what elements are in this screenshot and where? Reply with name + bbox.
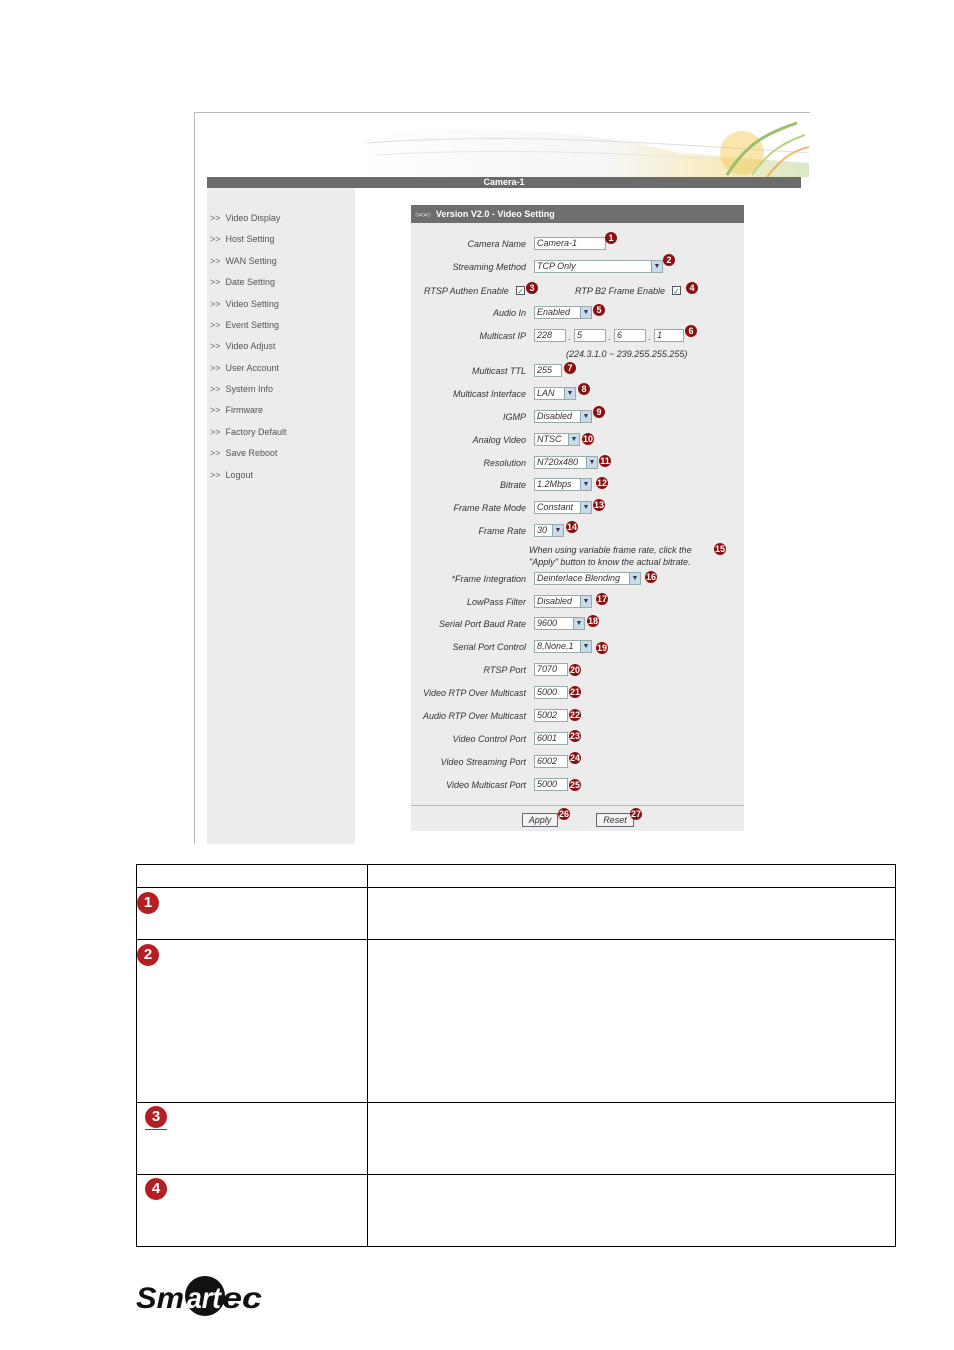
chevron-down-icon: ▼	[580, 502, 591, 513]
sidebar-item-host-setting[interactable]: >> Host Setting	[210, 234, 275, 244]
panel-title: Version V2.0 - Video Setting	[435, 209, 555, 219]
header-banner	[207, 113, 809, 177]
callout-badge: 25	[569, 780, 580, 790]
video-setting-panel	[411, 205, 744, 831]
chevron-down-icon: ▼	[568, 434, 579, 445]
chevron-down-icon: ▼	[651, 261, 662, 272]
camera-title-bar: Camera-1	[207, 177, 801, 188]
chevron-down-icon: ▼	[564, 388, 575, 399]
multicast-ttl-input[interactable]: 255	[534, 364, 562, 377]
video-control-port-input[interactable]: 6001	[534, 732, 568, 745]
smartec-logo	[136, 1274, 266, 1320]
callout-badge: 26	[558, 809, 569, 819]
chevron-down-icon: ▼	[580, 596, 591, 607]
callout-badge: 1	[605, 232, 617, 244]
serial-control-label: Serial Port Control	[452, 642, 526, 652]
frame-rate-mode-label: Frame Rate Mode	[453, 503, 526, 513]
callout-badge: 3	[526, 282, 538, 294]
table-border	[136, 864, 137, 1247]
ip-separator: .	[608, 332, 611, 342]
video-streaming-port-label: Video Streaming Port	[440, 757, 526, 767]
chevron-down-icon: ▼	[629, 573, 640, 584]
rtsp-port-input[interactable]: 7070	[534, 663, 568, 676]
multicast-interface-label: Multicast Interface	[452, 389, 526, 399]
table-border	[367, 864, 368, 1247]
video-multicast-port-input[interactable]: 5000	[534, 778, 568, 791]
camera-name-label: Camera Name	[467, 239, 526, 249]
callout-badge: 2	[663, 254, 675, 266]
sidebar-item-logout[interactable]: >> Logout	[210, 470, 254, 480]
multicast-ip-octet-1[interactable]: 228	[534, 329, 566, 342]
video-multicast-port-label: Video Multicast Port	[446, 780, 526, 790]
lowpass-filter-select[interactable]: Disabled ▼	[534, 595, 592, 608]
ip-separator: .	[568, 332, 571, 342]
audio-rtp-multicast-input[interactable]: 5002	[534, 709, 568, 722]
chevron-down-icon: ▼	[580, 479, 591, 490]
chevron-down-icon: ▼	[586, 457, 597, 468]
callout-badge: 6	[685, 325, 697, 337]
sidebar-item-firmware[interactable]: >> Firmware	[210, 405, 264, 415]
resolution-label: Resolution	[483, 458, 526, 468]
callout-badge: 4	[686, 282, 698, 294]
sidebar-item-video-adjust[interactable]: >> Video Adjust	[210, 341, 276, 351]
table-row-badge: 4	[145, 1178, 167, 1200]
multicast-interface-select[interactable]: LAN ▼	[534, 387, 576, 400]
callout-badge: 27	[630, 809, 641, 819]
panel-divider	[411, 805, 744, 806]
reset-button[interactable]: Reset	[596, 813, 634, 827]
callout-badge: 13	[593, 500, 604, 510]
streaming-method-select[interactable]: TCP Only ▼	[534, 260, 663, 273]
table-row-badge: 2	[137, 944, 159, 966]
serial-baud-label: Serial Port Baud Rate	[438, 619, 526, 629]
audio-in-label: Audio In	[492, 308, 526, 318]
callout-badge: 15	[714, 544, 725, 554]
svg-text:ec: ec	[222, 1282, 263, 1315]
callout-badge: 22	[569, 710, 580, 720]
callout-badge: 23	[569, 731, 580, 741]
multicast-ip-label: Multicast IP	[479, 331, 526, 341]
callout-badge: 16	[645, 572, 656, 582]
analog-video-label: Analog Video	[472, 435, 526, 445]
callout-badge: 21	[569, 687, 580, 697]
frame-rate-mode-select[interactable]: Constant ▼	[534, 501, 592, 514]
multicast-ttl-label: Multicast TTL	[471, 366, 526, 376]
callout-badge: 19	[596, 643, 607, 653]
rtp-b2-checkbox[interactable]: ✓	[673, 287, 680, 296]
bitrate-select[interactable]: 1.2Mbps ▼	[534, 478, 592, 491]
resolution-select[interactable]: N720x480 ▼	[534, 456, 598, 469]
callout-badge: 18	[587, 616, 598, 626]
variable-frame-note-line-1: When using variable frame rate, click the	[529, 545, 692, 555]
variable-frame-note-line-2: "Apply" button to know the actual bitrate.	[529, 557, 691, 567]
multicast-ip-octet-3[interactable]: 6	[614, 329, 646, 342]
chevron-down-icon: ▼	[552, 525, 563, 536]
sidebar-item-user-account[interactable]: >> User Account	[210, 363, 280, 373]
table-border	[136, 939, 896, 940]
svg-text:Sm: Sm	[136, 1282, 184, 1315]
rtsp-authen-checkbox[interactable]: ✓	[517, 287, 524, 296]
web-ui-screenshot	[194, 112, 810, 844]
streaming-method-label: Streaming Method	[452, 262, 526, 272]
camera-name-input[interactable]: Camera-1	[534, 237, 606, 250]
callout-badge: 12	[596, 478, 607, 488]
table-border	[136, 1102, 896, 1103]
table-border	[136, 864, 896, 865]
multicast-ip-range: (224.3.1.0 ~ 239.255.255.255)	[566, 349, 688, 359]
serial-baud-select[interactable]: 9600 ▼	[534, 617, 585, 630]
analog-video-select[interactable]: NTSC ▼	[534, 433, 580, 446]
video-rtp-multicast-input[interactable]: 5000	[534, 686, 568, 699]
sidebar-item-factory-default[interactable]: >> Factory Default	[210, 427, 287, 437]
serial-control-select[interactable]: 8,None,1 ▼	[534, 640, 592, 653]
video-rtp-multicast-label: Video RTP Over Multicast	[423, 688, 526, 698]
sidebar-item-wan-setting[interactable]: >> WAN Setting	[210, 256, 277, 266]
sidebar	[207, 188, 355, 844]
video-control-port-label: Video Control Port	[452, 734, 526, 744]
frame-rate-label: Frame Rate	[478, 526, 526, 536]
rtsp-authen-label: RTSP Authen Enable	[424, 286, 509, 296]
sidebar-item-video-display[interactable]: >> Video Display	[210, 213, 281, 223]
sidebar-item-event-setting[interactable]: >> Event Setting	[210, 320, 280, 330]
ip-separator: .	[648, 332, 651, 342]
badge-underline	[145, 1129, 167, 1130]
table-border	[136, 1246, 896, 1247]
table-row-badge: 3	[145, 1106, 167, 1128]
description-table	[136, 864, 896, 1247]
callout-badge: 7	[564, 362, 576, 374]
rtp-b2-label: RTP B2 Frame Enable	[575, 286, 666, 296]
chevron-down-icon: ▼	[580, 307, 591, 318]
callout-badge: 17	[596, 594, 607, 604]
svg-text:art: art	[187, 1282, 223, 1315]
rtsp-port-label: RTSP Port	[483, 665, 526, 675]
chevron-down-icon: ▼	[573, 618, 584, 629]
audio-rtp-multicast-label: Audio RTP Over Multicast	[422, 711, 526, 721]
table-border	[895, 864, 896, 1247]
callout-badge: 9	[593, 406, 605, 418]
frame-integration-select[interactable]: Deinterlace Blending ▼	[534, 572, 641, 585]
callout-badge: 14	[566, 522, 577, 532]
lowpass-filter-label: LowPass Filter	[466, 597, 526, 607]
rings-icon: ○-○-○	[415, 210, 430, 219]
bitrate-label: Bitrate	[499, 480, 526, 490]
chevron-down-icon: ▼	[580, 641, 591, 652]
audio-in-select[interactable]: Enabled ▼	[534, 306, 592, 319]
multicast-ip-octet-4[interactable]: 1	[654, 329, 684, 342]
table-border	[136, 887, 896, 888]
table-row-badge: 1	[137, 892, 159, 914]
callout-badge: 5	[593, 304, 605, 316]
panel-header	[411, 205, 744, 223]
igmp-label: IGMP	[502, 412, 526, 422]
chevron-down-icon: ▼	[580, 411, 591, 422]
callout-badge: 8	[578, 383, 590, 395]
igmp-select[interactable]: Disabled ▼	[534, 410, 592, 423]
sidebar-item-video-setting[interactable]: >> Video Setting	[210, 299, 279, 309]
video-streaming-port-input[interactable]: 6002	[534, 755, 568, 768]
callout-badge: 10	[582, 434, 593, 444]
table-border	[136, 1174, 896, 1175]
callout-badge: 20	[569, 665, 580, 675]
callout-badge: 11	[600, 456, 610, 466]
sidebar-item-save-reboot[interactable]: >> Save Reboot	[210, 448, 278, 458]
sidebar-item-system-info[interactable]: >> System Info	[210, 384, 274, 394]
frame-integration-label: *Frame Integration	[451, 574, 526, 584]
frame-rate-select[interactable]: 30 ▼	[534, 524, 564, 537]
multicast-ip-octet-2[interactable]: 5	[574, 329, 606, 342]
sidebar-item-date-setting[interactable]: >> Date Setting	[210, 277, 276, 287]
apply-button[interactable]: Apply	[522, 813, 558, 827]
callout-badge: 24	[569, 753, 580, 763]
